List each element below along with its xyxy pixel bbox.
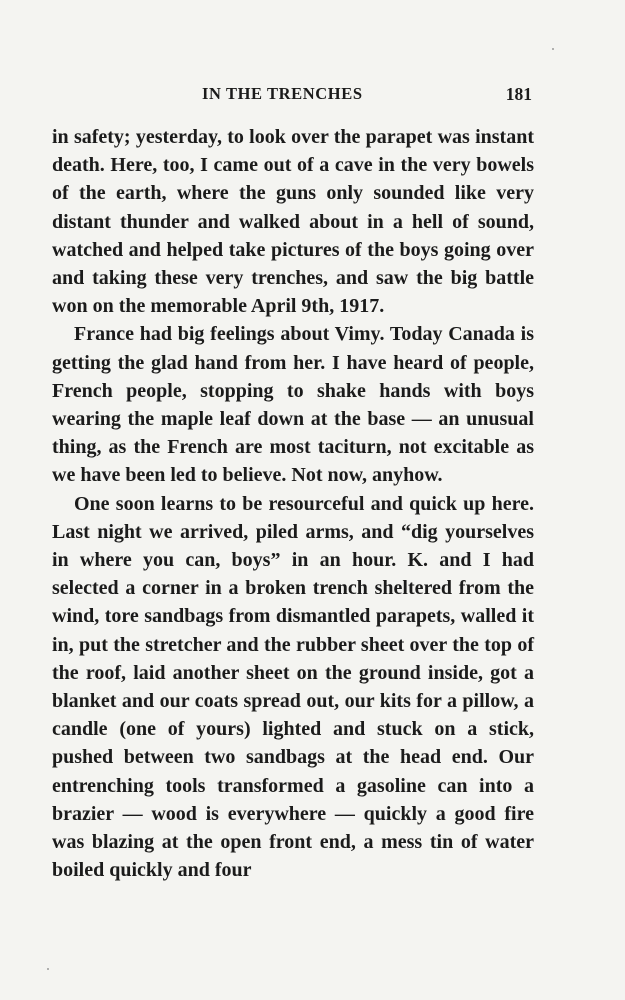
paper-speck [47, 968, 49, 970]
body-text [52, 123, 534, 884]
paragraph-2: France had big feelings about Vimy. Today Canada is getting the glad hand from her. I have heard of people, French people, stopping to shake hands with boys wearing the maple leaf down at the base — an unusual thing, as the French are most taciturn, not excitable as we have been led to believe. Not now, anyhow. [52, 323, 534, 487]
paragraph-3: One soon learns to be resourceful and quick up here. Last night we arrived, piled arms, and “dig yourselves in where you can, boys” in an hour. K. and I had selected a corner in a broken trench sheltered from the wind, tore sandbags from dismantled parapets, walled it in, put the stretcher and the rubber sheet over the top of the roof, laid another sheet on the ground inside, got a blanket and our coats spread out, our kits for a pillow, a candle (one of yours) lighted and stuck on a stick, pushed between two sandbags at the head end. Our entrenching tools transformed a gasoline can into a brazier — wood is everywhere — quickly a good fire was blazing at the open front end, a mess tin of water boiled quickly and four [52, 492, 534, 882]
page-header [52, 84, 532, 110]
running-title: IN THE TRENCHES [202, 84, 363, 103]
paper-speck [552, 48, 554, 50]
paragraph-1: in safety; yesterday, to look over the parapet was instant death. Here, too, I came out of a cave in the very bowels of the earth, where the guns only sounded like very distant thunder and walked about in a hell of sound, watched and helped take pictures of the boys going over and taking these very trenches, and saw the big battle won on the memorable April 9th, 1917. [52, 126, 534, 318]
page-number: 181 [505, 84, 532, 104]
